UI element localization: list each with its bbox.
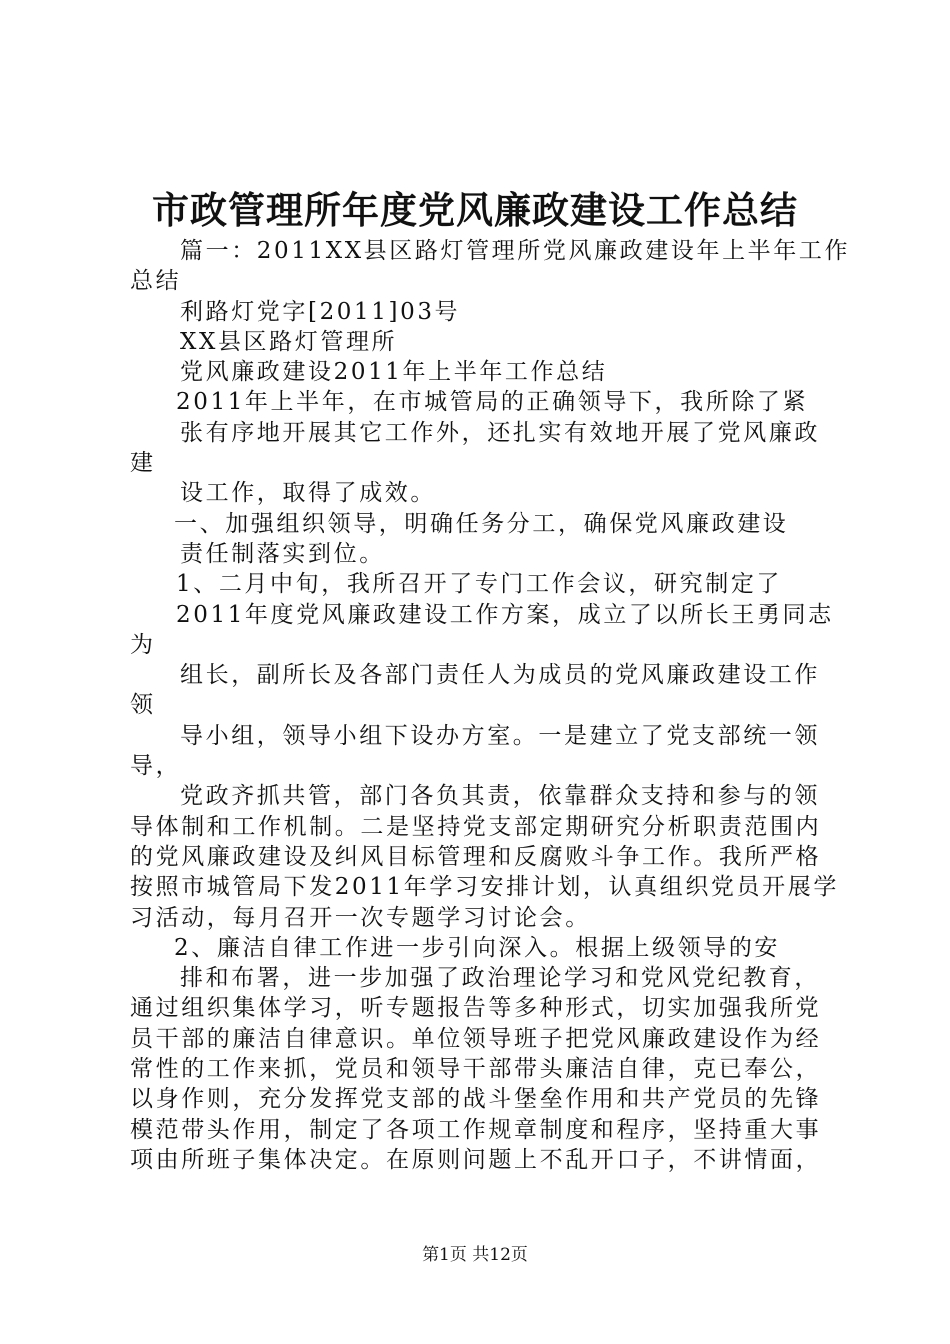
paragraph-line: 以身作则，充分发挥党支部的战斗堡垒作用和共产党员的先锋 — [130, 1086, 822, 1113]
paragraph-line: 按照市城管局下发2011年学习安排计划，认真组织党员开展学 — [130, 874, 839, 901]
paragraph-line: 员干部的廉洁自律意识。单位领导班子把党风廉政建设作为经 — [130, 1025, 822, 1052]
paragraph-line: 利路灯党字[2011]03号 — [180, 298, 461, 325]
page-footer: 第1页 共12页 — [422, 1245, 528, 1265]
paragraph-line: 习活动，每月召开一次专题学习讨论会。 — [130, 904, 591, 931]
paragraph-line: XX县区路灯管理所 — [180, 328, 398, 355]
paragraph-line: 排和布署，进一步加强了政治理论学习和党风党纪教育， — [180, 965, 820, 992]
paragraph-line: 2、廉洁自律工作进一步引向深入。根据上级领导的安 — [174, 934, 781, 961]
paragraph-line: 导体制和工作机制。二是坚持党支部定期研究分析职责范围内 — [130, 813, 822, 840]
paragraph-line: 模范带头作用，制定了各项工作规章制度和程序，坚持重大事 — [130, 1116, 822, 1143]
paragraph-line: 责任制落实到位。 — [180, 540, 385, 567]
paragraph-line: 建 — [130, 450, 156, 477]
paragraph-line: 党政齐抓共管，部门各负其责，依靠群众支持和参与的领 — [180, 783, 820, 810]
paragraph-line: 篇一：2011XX县区路灯管理所党风廉政建设年上半年工作 — [180, 238, 851, 264]
paragraph-line: 2011年上半年，在市城管局的正确领导下，我所除了紧 — [176, 389, 809, 416]
paragraph-line: 的党风廉政建设及纠风目标管理和反腐败斗争工作。我所严格 — [130, 843, 822, 870]
document-title: 市政管理所年度党风廉政建设工作总结 — [152, 188, 798, 232]
paragraph-line: 一、加强组织领导，明确任务分工，确保党风廉政建设 — [174, 510, 789, 537]
paragraph-line: 导小组，领导小组下设办方室。一是建立了党支部统一领 — [180, 722, 820, 749]
document-body — [130, 236, 851, 1175]
paragraph-line: 为 — [130, 631, 156, 658]
paragraph-line: 项由所班子集体决定。在原则问题上不乱开口子，不讲情面， — [130, 1146, 822, 1173]
paragraph-line: 组长，副所长及各部门责任人为成员的党风廉政建设工作 — [180, 662, 820, 689]
paragraph-line: 领 — [130, 692, 156, 719]
paragraph-line: 1、二月中旬，我所召开了专门工作会议，研究制定了 — [176, 571, 783, 598]
paragraph-line: 张有序地开展其它工作外，还扎实有效地开展了党风廉政 — [180, 419, 820, 446]
paragraph-line: 总结 — [130, 268, 182, 295]
paragraph-line: 党风廉政建设2011年上半年工作总结 — [180, 359, 608, 386]
paragraph-line: 通过组织集体学习，听专题报告等多种形式，切实加强我所党 — [130, 995, 822, 1022]
paragraph-line: 常性的工作来抓，党员和领导干部带头廉洁自律，克已奉公， — [130, 1056, 822, 1083]
paragraph-line: 2011年度党风廉政建设工作方案，成立了以所长王勇同志 — [176, 601, 834, 628]
paragraph-line: 导， — [130, 753, 182, 780]
paragraph-line: 设工作，取得了成效。 — [180, 480, 436, 507]
